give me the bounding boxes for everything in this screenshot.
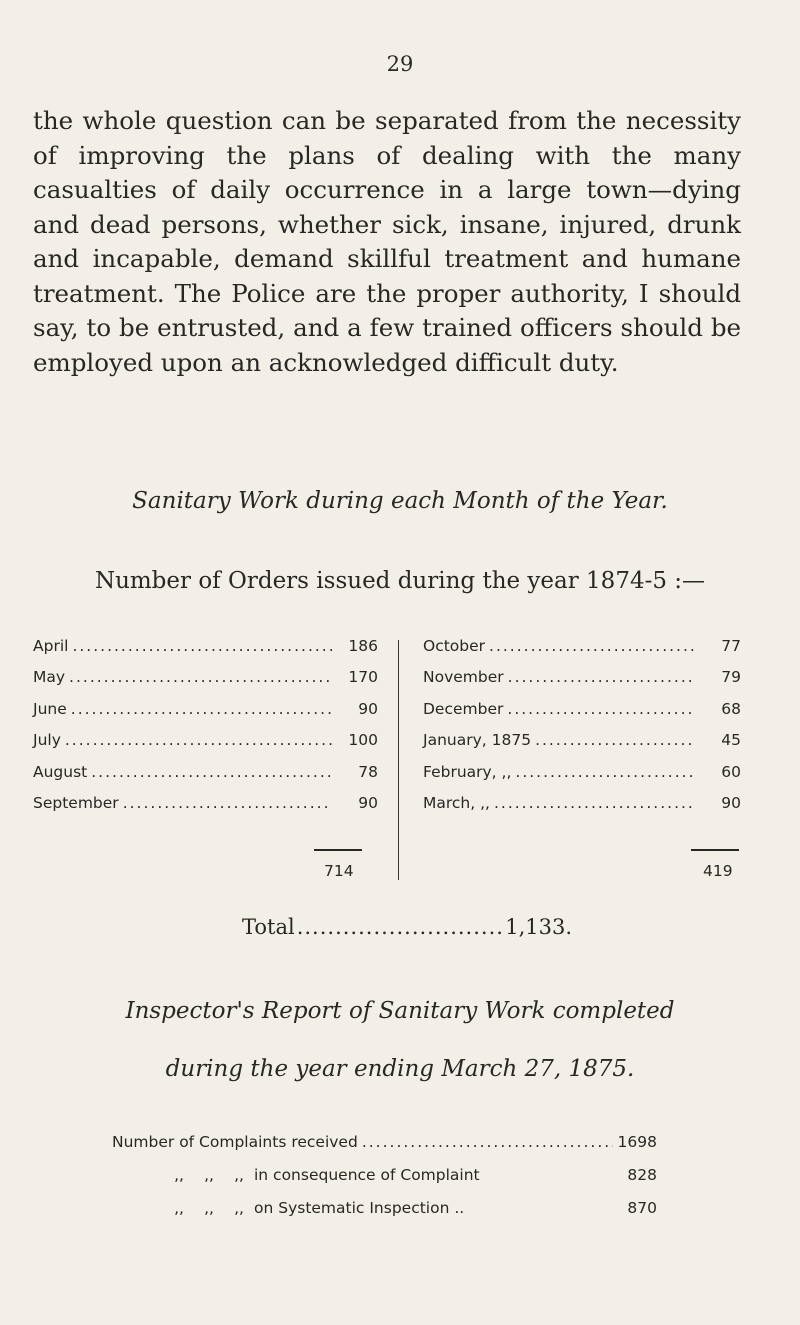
orders-intro: Number of Orders issued during the year 1874-5 :—: [94, 568, 706, 594]
month-name: September: [33, 794, 119, 813]
total-value: 1,133.: [505, 915, 572, 939]
complaint-value: 828: [627, 1165, 657, 1184]
month-orders: 60: [721, 762, 741, 781]
month-name: April: [33, 636, 69, 655]
month-row: [423, 662, 741, 694]
month-orders: 78: [358, 762, 378, 781]
month-name: March, ,,: [423, 794, 490, 813]
month-name: January, 1875: [423, 731, 532, 750]
month-name: November: [423, 668, 504, 687]
month-name: August: [33, 762, 88, 781]
right-sum-rule: [691, 849, 739, 851]
month-orders: 68: [721, 699, 741, 718]
ditto-mark: ,,: [204, 1198, 214, 1217]
column-divider: [398, 640, 399, 880]
complaints-list: [112, 1125, 657, 1224]
month-name: December: [423, 699, 504, 718]
month-row: [33, 756, 378, 788]
month-name: February, ,,: [423, 762, 512, 781]
ditto-mark: ,,: [234, 1198, 244, 1217]
grand-total: [242, 915, 572, 939]
month-name: May: [33, 668, 66, 687]
month-row: [33, 725, 378, 757]
month-name: June: [33, 699, 67, 718]
total-label: Total: [242, 915, 295, 939]
body-paragraph: the whole question can be separated from the necessity of improving the plans of dealing with the many casualties of daily occurrence in a large town—dying and dead persons, whether sick, insane, injured, drunk and incapable, demand skillful treatment and humane treatment. The Police are the proper authority, I should say, to be entrusted, and a few trained officers should be employed upon an acknowledged difficult duty.: [33, 106, 741, 377]
month-orders: 186: [348, 636, 378, 655]
months-left-column: [33, 630, 378, 819]
month-row: [33, 662, 378, 694]
month-row: [423, 630, 741, 662]
month-orders: 90: [721, 794, 741, 813]
complaint-row: [112, 1191, 657, 1224]
month-orders: 77: [721, 636, 741, 655]
month-orders: 90: [358, 794, 378, 813]
ditto-mark: ,,: [174, 1165, 184, 1184]
month-name: July: [33, 731, 61, 750]
month-row: [423, 725, 741, 757]
ditto-mark: ,,: [234, 1165, 244, 1184]
month-orders: 90: [358, 699, 378, 718]
month-row: [423, 756, 741, 788]
ditto-mark: ,,: [204, 1165, 214, 1184]
month-row: [33, 630, 378, 662]
complaint-value: 1698: [617, 1132, 657, 1151]
month-orders: 79: [721, 668, 741, 687]
month-row: [33, 693, 378, 725]
page-number: 29: [386, 52, 414, 76]
section-title-monthly-work: Sanitary Work during each Month of the Year.: [132, 488, 668, 514]
complaint-row: [112, 1158, 657, 1191]
month-row: [423, 788, 741, 820]
complaint-label: in consequence of Complaint: [254, 1165, 480, 1184]
month-orders: 45: [721, 731, 741, 750]
month-orders: 100: [348, 731, 378, 750]
complaint-row: [112, 1125, 657, 1158]
complaint-label: on Systematic Inspection ..: [254, 1198, 465, 1217]
section-title-inspector-report: Inspector's Report of Sanitary Work completed: [125, 998, 675, 1024]
month-row: [423, 693, 741, 725]
month-row: [33, 788, 378, 820]
month-orders: 170: [348, 668, 378, 687]
months-right-column: [423, 630, 741, 819]
left-sum-rule: [314, 849, 362, 851]
left-subtotal: 714: [324, 862, 354, 880]
right-subtotal: 419: [703, 862, 733, 880]
complaint-label: Number of Complaints received: [112, 1132, 358, 1151]
section-subtitle-inspector-report: during the year ending March 27, 1875.: [165, 1056, 635, 1082]
month-name: October: [423, 636, 486, 655]
ditto-mark: ,,: [174, 1198, 184, 1217]
complaint-value: 870: [627, 1198, 657, 1217]
